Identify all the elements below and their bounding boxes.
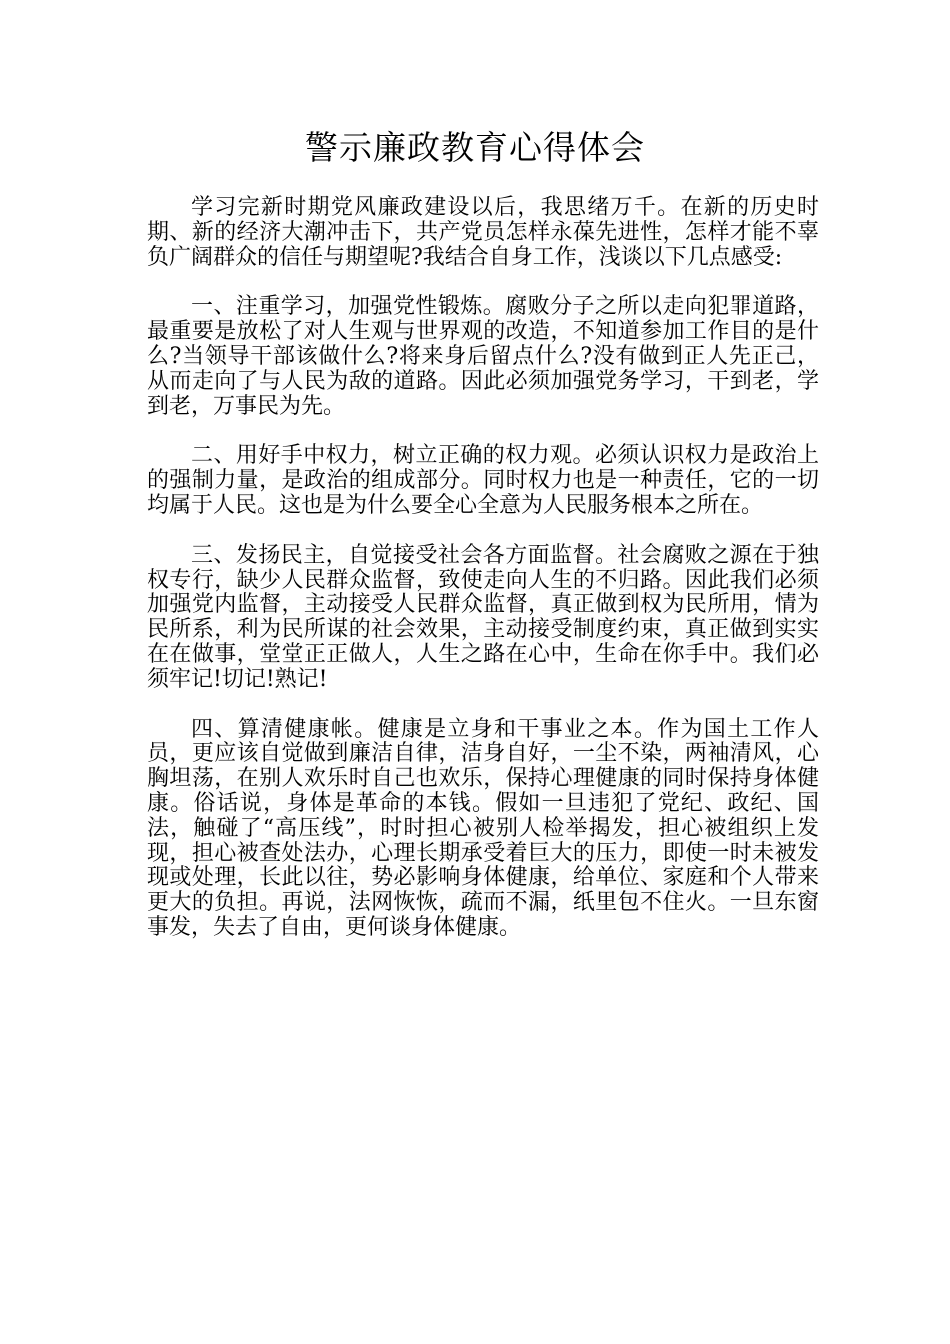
paragraph-point-1: 一、注重学习，加强党性锻炼。腐败分子之所以走向犯罪道路，最重要是放松了对人生观与世界观的改造，不知道参加工作目的是什么?当领导干部该做什么?将来身后留点什么?没有做到正人先正己，从而走向了与人民为敌的道路。因此必须加强党务学习，干到老，学到老，万事民为先。 bbox=[147, 294, 819, 419]
document-title: 警示廉政教育心得体会 bbox=[305, 128, 645, 167]
paragraph-point-2: 二、用好手中权力，树立正确的权力观。必须认识权力是政治上的强制力量，是政治的组成部分。同时权力也是一种责任，它的一切均属于人民。这也是为什么要全心全意为人民服务根本之所在。 bbox=[147, 443, 819, 518]
paragraph-point-4: 四、算清健康帐。健康是立身和干事业之本。作为国土工作人员，更应该自觉做到廉洁自律，洁身自好，一尘不染，两袖清风，心胸坦荡，在别人欢乐时自己也欢乐，保持心理健康的同时保持身体健康。俗话说，身体是革命的本钱。假如一旦违犯了党纪、政纪、国法，触碰了“高压线”，时时担心被别人检举揭发，担心被组织上发现，担心被查处法办，心理长期承受着巨大的压力，即使一时未被发现或处理，长此以往，势必影响身体健康，给单位、家庭和个人带来更大的负担。再说，法网恢恢，疏而不漏，纸里包不住火。一旦东窗事发，失去了自由，更何谈身体健康。 bbox=[147, 716, 819, 940]
document-body bbox=[147, 196, 819, 966]
paragraph-intro: 学习完新时期党风廉政建设以后，我思绪万千。在新的历史时期、新的经济大潮冲击下，共产党员怎样永葆先进性，怎样才能不辜负广阔群众的信任与期望呢?我结合自身工作，浅谈以下几点感受: bbox=[147, 195, 819, 270]
paragraph-point-3: 三、发扬民主，自觉接受社会各方面监督。社会腐败之源在于独权专行，缺少人民群众监督，致使走向人生的不归路。因此我们必须加强党内监督，主动接受人民群众监督，真正做到权为民所用，情为民所系，利为民所谋的社会效果，主动接受制度约束，真正做到实实在在做事，堂堂正正做人，人生之路在心中，生命在你手中。我们必须牢记!切记!熟记! bbox=[147, 542, 819, 692]
